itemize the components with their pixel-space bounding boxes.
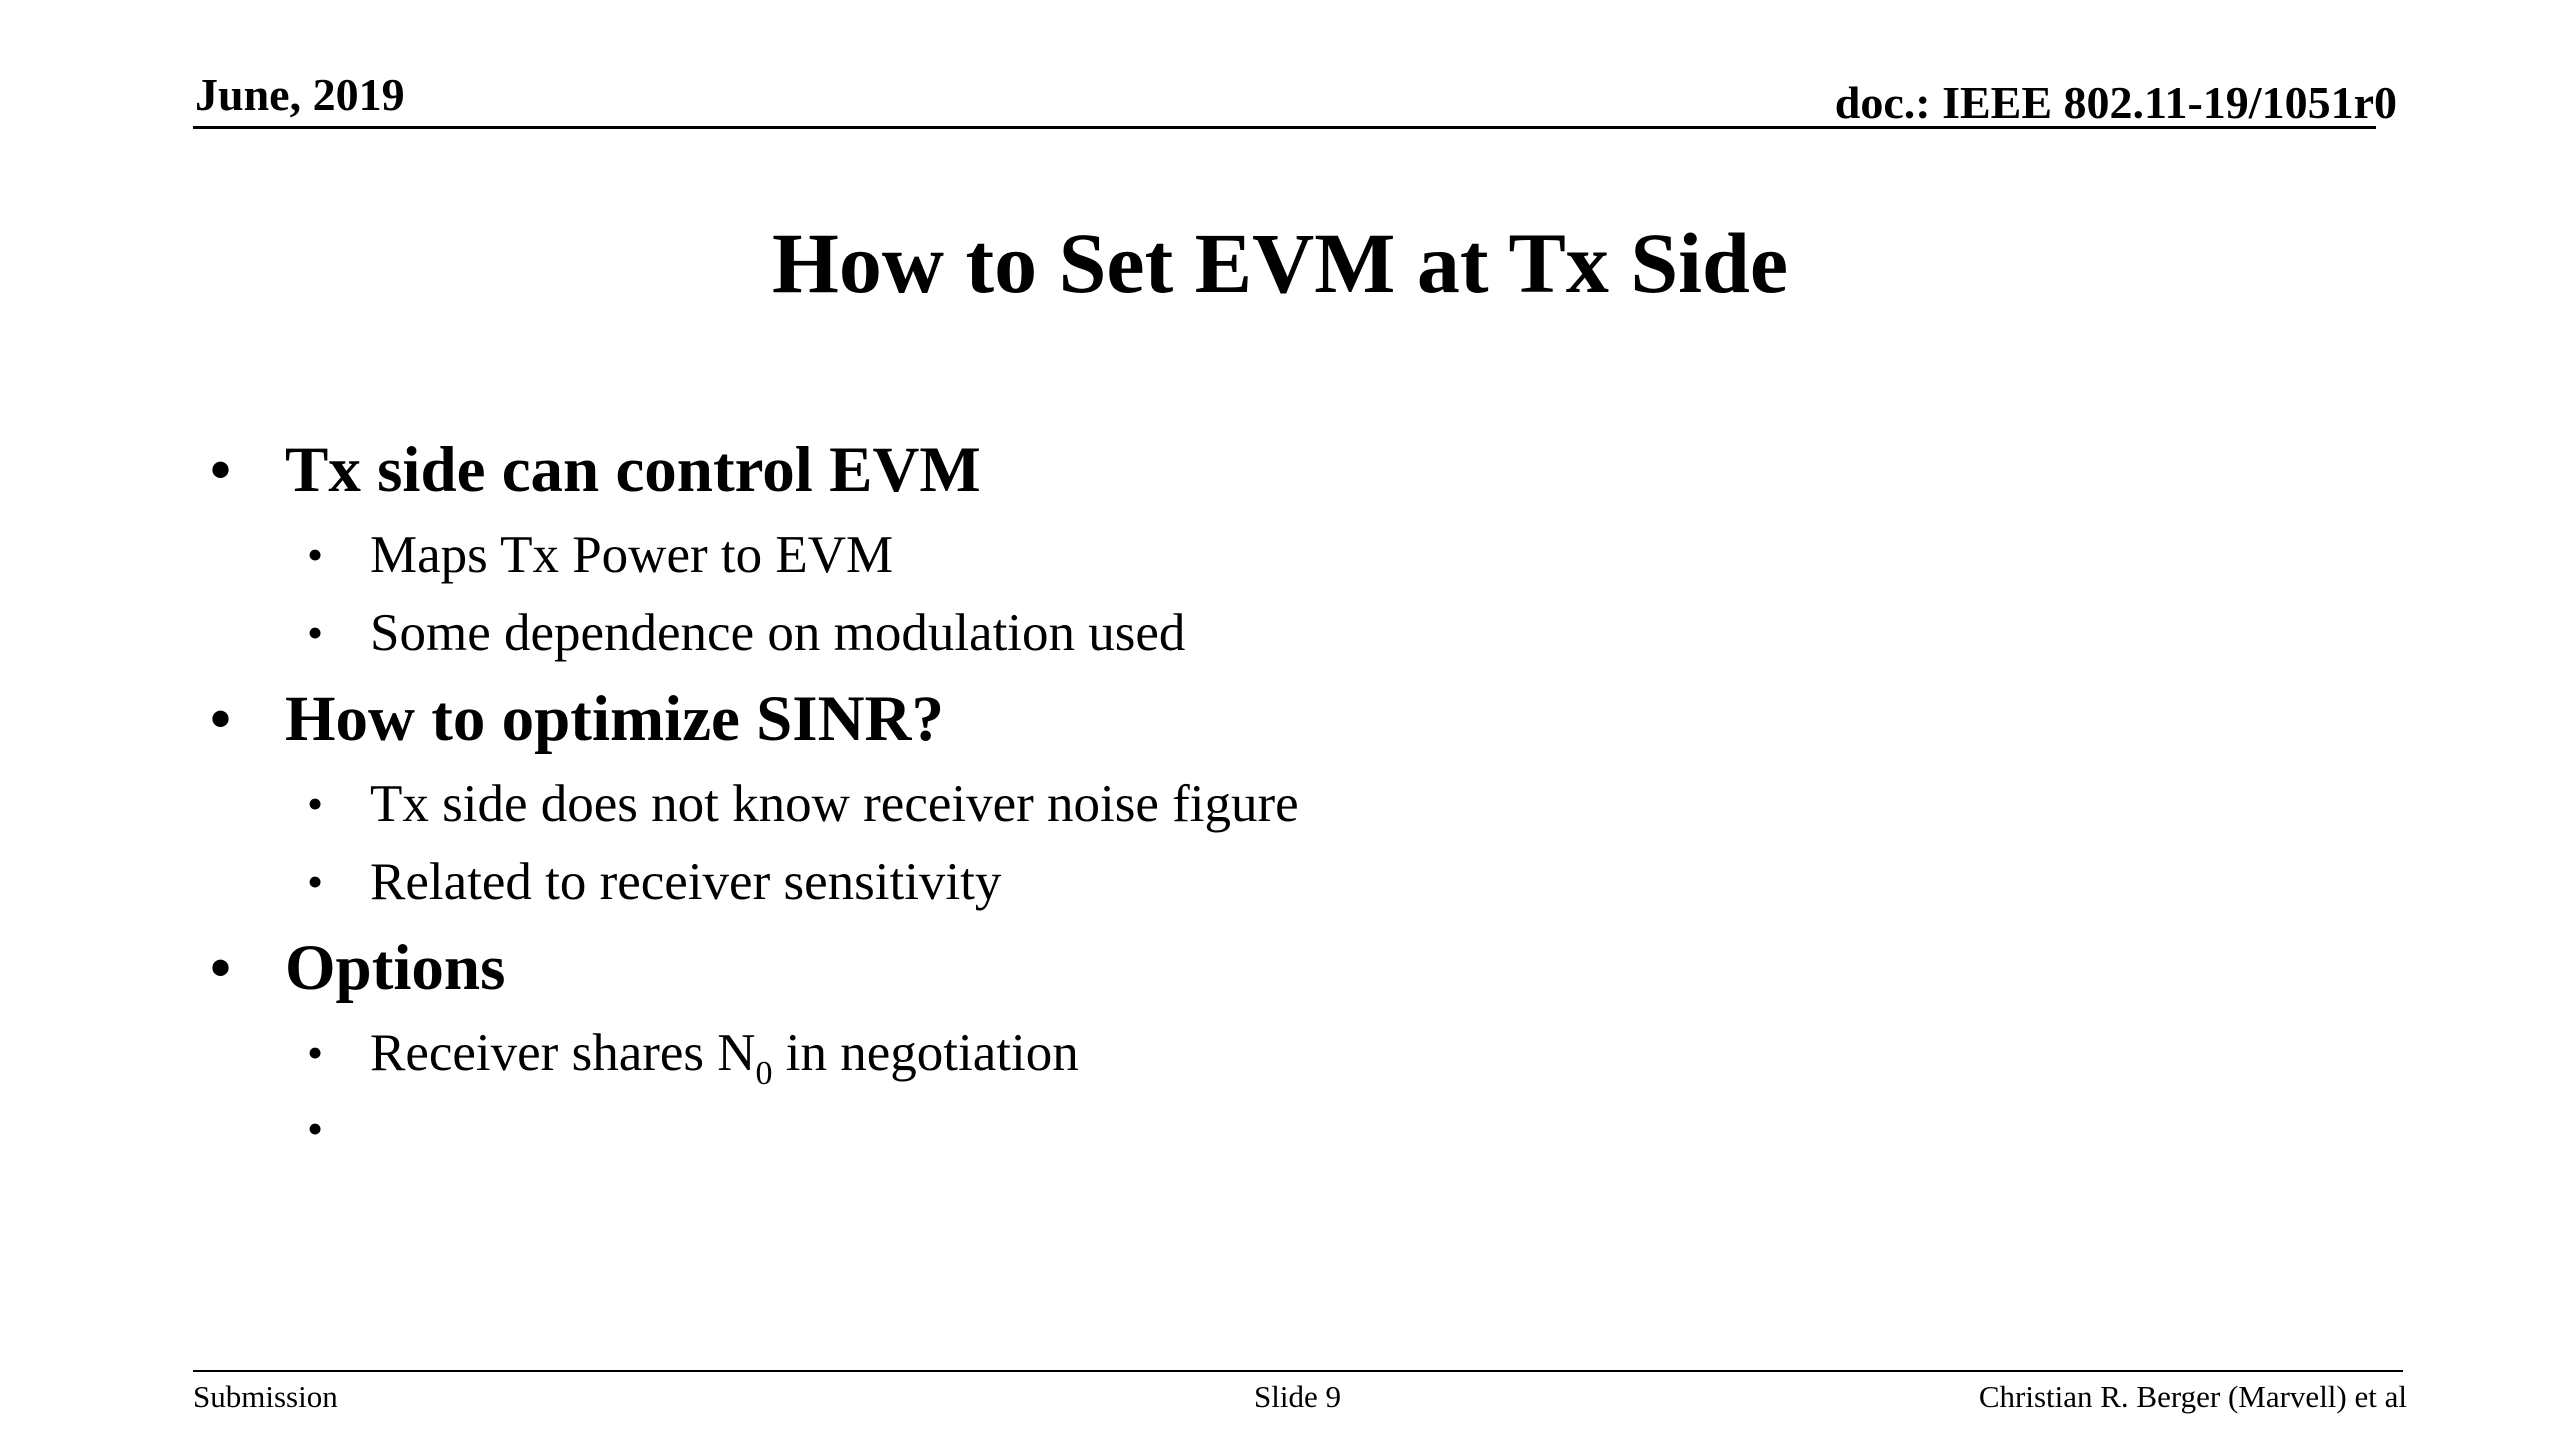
header-doc-id: doc.: IEEE 802.11-19/1051r0	[1834, 77, 2397, 128]
bullet-text-after: in negotiation	[772, 1024, 1079, 1082]
bullet-icon: •	[307, 856, 324, 907]
bullet-icon: •	[307, 607, 324, 658]
footer-slide-number: Slide 9	[1254, 1379, 1341, 1414]
bullet-text: Maps Tx Power to EVM	[370, 526, 894, 584]
bullet-icon: •	[210, 437, 232, 503]
bullet-icon: •	[307, 529, 324, 580]
bullet-icon: •	[307, 1027, 324, 1078]
bullet-icon: •	[210, 686, 232, 752]
bullet-text: Tx side can control EVM	[285, 434, 981, 506]
header-date: June, 2019	[195, 69, 405, 120]
footer-divider	[193, 1370, 2403, 1372]
slide-title: How to Set EVM at Tx Side	[771, 215, 1789, 311]
bullet-text-before: Receiver shares N	[370, 1024, 756, 1082]
footer-author: Christian R. Berger (Marvell) et al	[1978, 1379, 2407, 1414]
bullet-text: How to optimize SINR?	[285, 683, 944, 755]
footer-submission: Submission	[193, 1379, 338, 1414]
bullet-text: Tx side does not know receiver noise figure	[370, 775, 1299, 833]
bullet-text	[370, 1018, 1079, 1092]
bullet-icon: •	[307, 778, 324, 829]
subscript-zero: 0	[755, 1055, 773, 1092]
bullet-text: Options	[285, 932, 506, 1004]
bullet-text: Some dependence on modulation used	[370, 604, 1186, 662]
bullet-icon: •	[210, 935, 232, 1001]
bullet-text: Related to receiver sensitivity	[370, 853, 1002, 911]
bullet-icon: •	[307, 1103, 324, 1154]
